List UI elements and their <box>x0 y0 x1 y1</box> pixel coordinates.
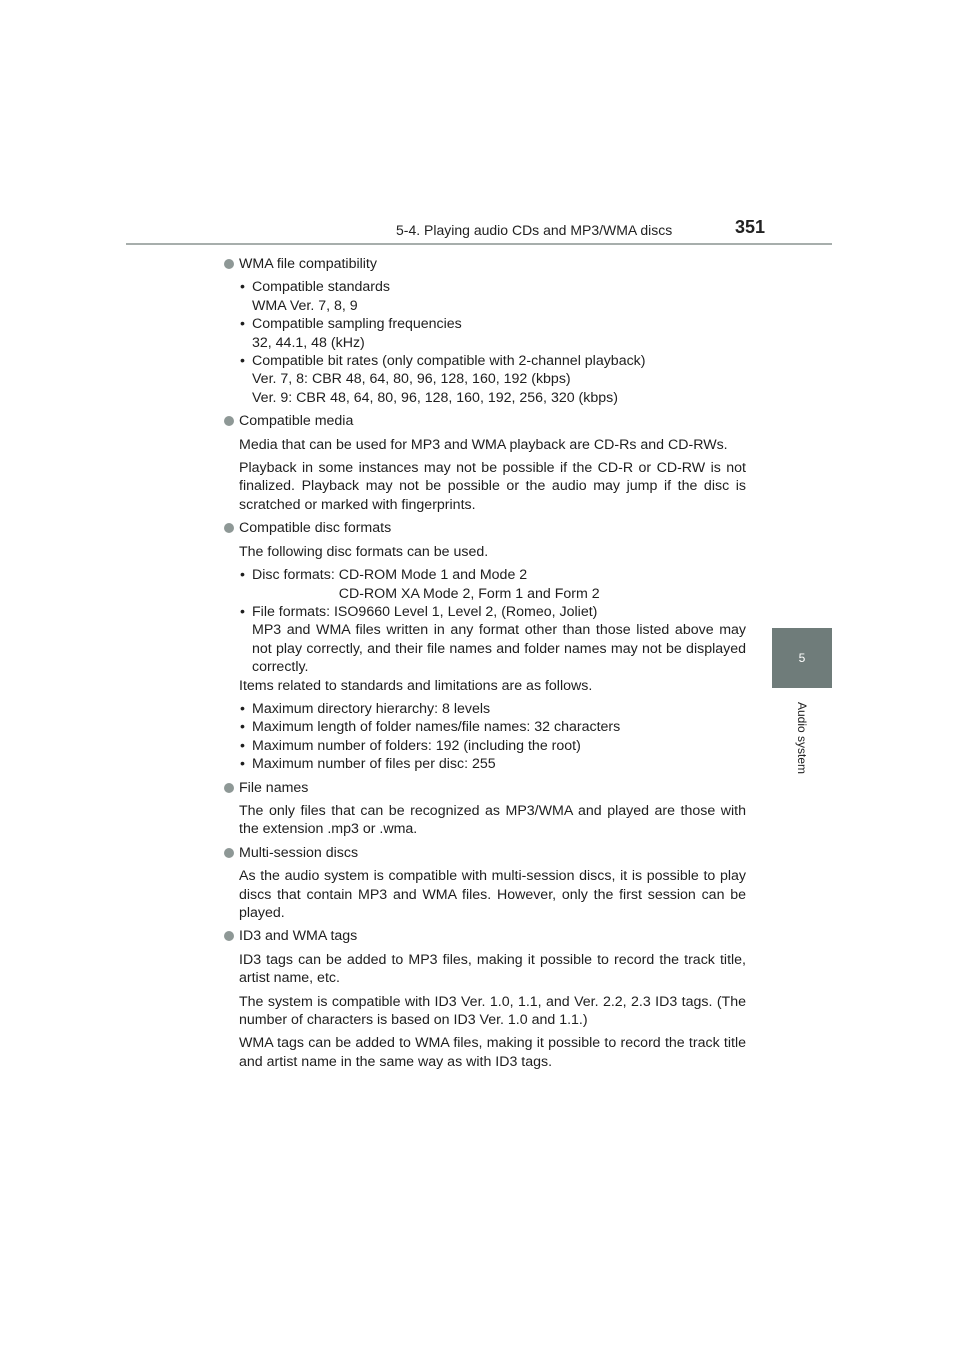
bullet-icon <box>224 259 234 269</box>
section-compatible-media <box>222 412 746 514</box>
paragraph: ID3 tags can be added to MP3 files, making it possible to record the track title, artist name, etc. <box>239 951 746 987</box>
bullet-icon <box>224 783 234 793</box>
section-id3-wma-tags <box>222 927 746 1071</box>
section-heading: Multi-session discs <box>239 844 359 861</box>
section-heading: Compatible disc formats <box>239 520 392 537</box>
list-item: • Maximum length of folder names/file names: 32 characters <box>239 718 746 736</box>
section-wma-compatibility <box>222 255 746 407</box>
section-heading: Compatible media <box>239 413 354 430</box>
list-item-detail: 32, 44.1, 48 (kHz) <box>252 334 365 351</box>
paragraph: Media that can be used for MP3 and WMA playback are CD-Rs and CD-RWs. <box>239 436 728 453</box>
chapter-number: 5 <box>798 651 806 665</box>
section-title: 5-4. Playing audio CDs and MP3/WMA discs <box>396 222 673 238</box>
file-formats-note: MP3 and WMA files written in any format other than those listed above may not play correctly, and their file names and folder names may not be displayed correctly. <box>252 622 746 676</box>
paragraph: The system is compatible with ID3 Ver. 1.0, 1.1, and Ver. 2.2, 2.3 ID3 tags. (The number of characters is based on ID3 Ver. 1.0 and 1.1.) <box>239 993 746 1029</box>
paragraph: The following disc formats can be used. <box>239 543 489 560</box>
chapter-label: Audio system <box>795 701 809 775</box>
list-item <box>239 352 746 407</box>
list-item-detail: Ver. 9: CBR 48, 64, 80, 96, 128, 160, 192, 256, 320 (kbps) <box>252 389 618 406</box>
list-item-label: • Compatible standards <box>252 279 391 296</box>
file-formats-label: • File formats: ISO9660 Level 1, Level 2, (Romeo, Joliet) <box>252 603 598 620</box>
section-file-names <box>222 779 746 839</box>
list-item <box>239 603 746 677</box>
list-item-detail: Ver. 7, 8: CBR 48, 64, 80, 96, 128, 160, 192 (kbps) <box>252 371 571 388</box>
list-item <box>239 315 746 352</box>
list-item <box>239 278 746 315</box>
header-rule <box>126 243 832 245</box>
list-item-detail: WMA Ver. 7, 8, 9 <box>252 297 358 314</box>
page-content <box>222 255 746 1076</box>
disc-format-line: CD-ROM XA Mode 2, Form 1 and Form 2 <box>338 585 600 602</box>
paragraph: Playback in some instances may not be possible if the CD-R or CD-RW is not finalized. Playback may not be possible or the audio may jump if the disc is scratched or marked with fingerprints. <box>239 460 746 513</box>
wma-spec-list <box>239 278 746 407</box>
disc-format-line: CD-ROM Mode 1 and Mode 2 <box>338 567 528 584</box>
section-heading: File names <box>239 779 309 796</box>
bullet-icon <box>224 523 234 533</box>
section-heading: WMA file compatibility <box>239 256 377 272</box>
bullet-icon <box>224 931 234 941</box>
page-number: 351 <box>735 217 766 237</box>
section-disc-formats <box>222 519 746 773</box>
bullet-icon <box>224 416 234 426</box>
chapter-tab <box>772 628 832 688</box>
section-heading: ID3 and WMA tags <box>239 928 358 945</box>
list-item: • Maximum number of files per disc: 255 <box>239 755 746 773</box>
bullet-icon <box>224 848 234 858</box>
disc-formats-label: • Disc formats: <box>252 567 339 584</box>
paragraph: As the audio system is compatible with multi-session discs, it is possible to play discs that contain MP3 and WMA files. However, only the first session can be played. <box>239 868 746 921</box>
list-item: • Maximum number of folders: 192 (including the root) <box>239 737 746 755</box>
paragraph: WMA tags can be added to WMA files, making it possible to record the track title and artist name in the same way as with ID3 tags. <box>239 1035 746 1070</box>
list-item-label: • Compatible sampling frequencies <box>252 316 462 333</box>
list-item: • Maximum directory hierarchy: 8 levels <box>239 700 746 718</box>
section-multi-session <box>222 844 746 923</box>
limits-list <box>239 700 746 774</box>
paragraph: Items related to standards and limitations are as follows. <box>239 677 593 694</box>
list-item-label: • Compatible bit rates (only compatible with 2-channel playback) <box>252 353 646 370</box>
format-list <box>239 566 746 676</box>
list-item <box>239 566 746 603</box>
paragraph: The only files that can be recognized as MP3/WMA and played are those with the extension .mp3 or .wma. <box>239 802 746 838</box>
